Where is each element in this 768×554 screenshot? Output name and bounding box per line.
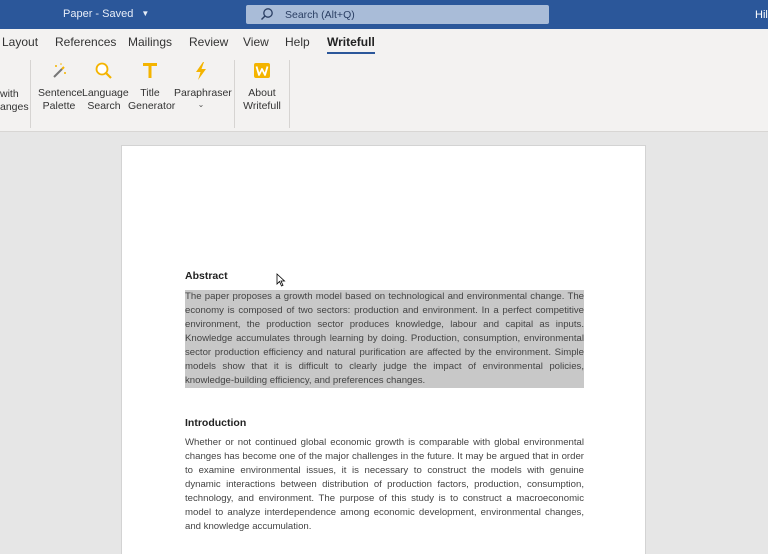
about-writefull-label-2: Writefull <box>243 100 281 112</box>
language-search-button[interactable] <box>82 60 129 113</box>
sentence-palette-label-1: Sentence <box>38 87 83 99</box>
introduction-heading[interactable]: Introduction <box>185 417 247 429</box>
chevron-down-icon[interactable]: ⌄ <box>197 100 205 109</box>
magnifier-icon <box>93 60 115 82</box>
tab-layout[interactable]: Layout <box>2 35 39 49</box>
chevron-down-icon[interactable]: ▼ <box>141 9 150 18</box>
tab-review[interactable]: Review <box>189 35 229 49</box>
title-bar <box>0 0 768 29</box>
title-separator: - <box>95 8 103 20</box>
about-writefull-label-1: About <box>248 87 276 99</box>
title-generator-label-1: Title <box>140 87 160 99</box>
user-name[interactable]: Hil <box>755 9 768 21</box>
lightning-icon <box>190 60 212 82</box>
mouse-cursor-icon <box>276 273 286 287</box>
document-title[interactable] <box>63 8 149 20</box>
language-search-label-2: Search <box>87 100 121 112</box>
partial-button[interactable] <box>0 88 29 114</box>
save-status: Saved <box>102 8 134 20</box>
title-generator-label-2: Generator <box>128 100 176 112</box>
ribbon-divider <box>234 60 235 128</box>
ribbon-tabs <box>0 29 768 56</box>
document-page[interactable] <box>121 145 646 554</box>
sentence-palette-label-2: Palette <box>42 100 76 112</box>
paraphraser-button[interactable] <box>174 60 232 110</box>
partial-label-1: with <box>0 88 19 100</box>
tab-mailings[interactable]: Mailings <box>128 35 173 49</box>
tab-writefull[interactable]: Writefull <box>327 35 375 49</box>
abstract-paragraph[interactable]: The paper proposes a growth model based on technological and environmental change. The economy is composed of two sectors: production and environment. In a perfect competitive environment, the production sector produces knowledge, labour and capital as inputs. Knowledge accumulates through learning by doing. Production, consumption, environmental sector production efficiency and natural purification are affected by the environment. Simple models show that it is difficult to clearly judge the impact of environmental policies, knowledge-building efficiency, and preferences changes. <box>185 291 584 386</box>
tab-help[interactable]: Help <box>285 35 310 49</box>
ribbon-panel <box>0 56 768 132</box>
search-icon <box>260 7 274 21</box>
title-t-icon <box>139 60 161 82</box>
partial-label-2: anges <box>0 101 29 113</box>
language-search-label-1: Language <box>82 87 129 99</box>
paraphraser-label: Paraphraser <box>174 87 232 99</box>
about-writefull-button[interactable] <box>240 60 284 113</box>
document-name: Paper <box>63 8 93 20</box>
ribbon-divider <box>289 60 290 128</box>
magic-wand-icon <box>48 60 70 82</box>
abstract-heading[interactable]: Abstract <box>185 270 228 282</box>
tab-references[interactable]: References <box>55 35 117 49</box>
search-box[interactable] <box>246 5 549 24</box>
tab-view[interactable]: View <box>243 35 269 49</box>
document-canvas[interactable] <box>0 133 768 554</box>
writefull-logo-icon <box>251 60 273 82</box>
search-placeholder: Search (Alt+Q) <box>285 9 355 21</box>
ribbon-divider <box>30 60 31 128</box>
sentence-palette-button[interactable] <box>38 60 83 113</box>
title-generator-button[interactable] <box>128 60 176 113</box>
introduction-paragraph[interactable]: Whether or not continued global economic growth is comparable with global environmental changes has become one of the major challenges in the future. It may be argued that in order to examine environmental issues, it is necessary to construct the models with genuine dynamic interactions between distribution of production factors, production, consumption, technology, and environment. The purpose of this study is to construct a macroeconomic model to analyze interdependence among economic development, environmental changes, and knowledge accumulation. <box>185 437 584 532</box>
